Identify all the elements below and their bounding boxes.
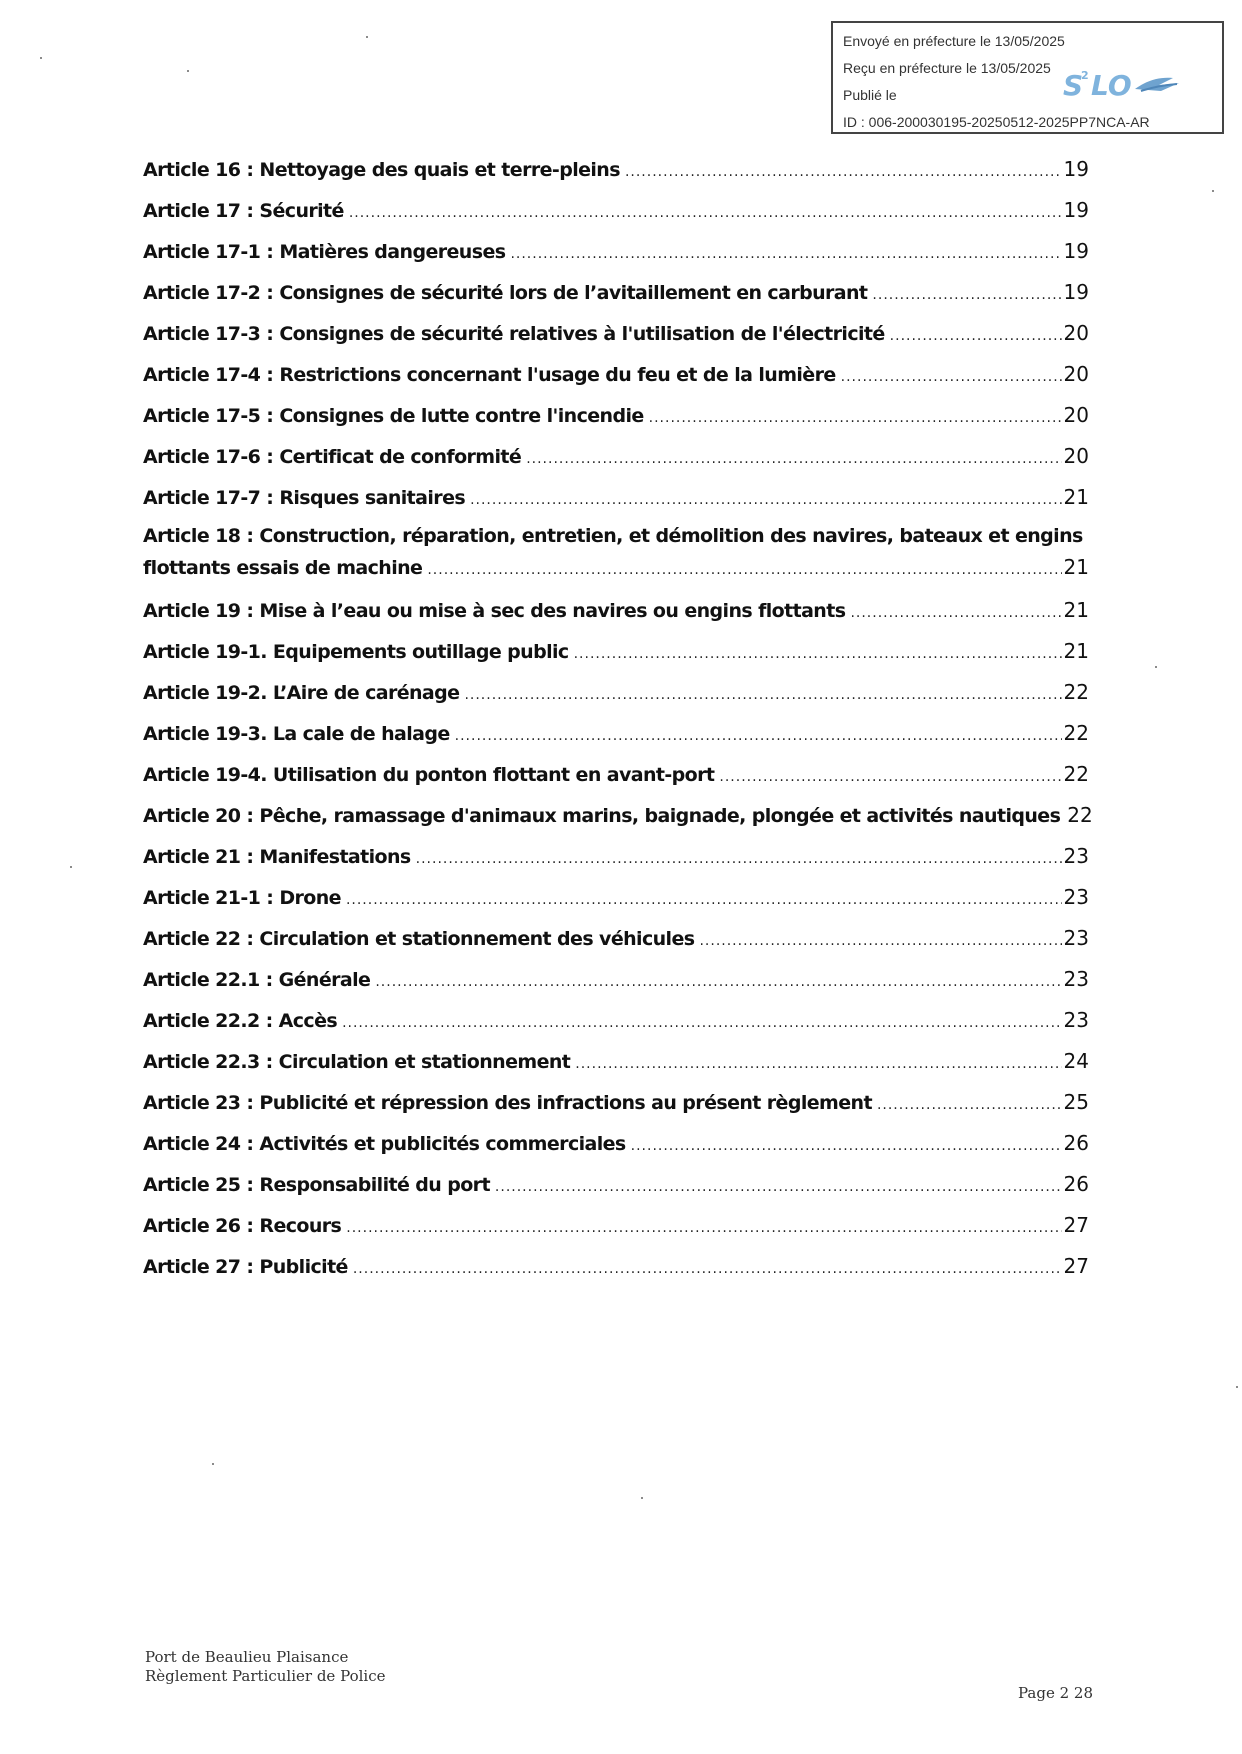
toc-entry[interactable]	[143, 631, 1089, 672]
toc-dot-leader	[850, 593, 1061, 634]
toc-entry-title: Article 17-2 : Consignes de sécurité lors de l’avitaillement en carburant	[143, 282, 868, 304]
scan-speck	[1212, 190, 1214, 192]
toc-entry-title: Article 19 : Mise à l’eau ou mise à sec des navires ou engins flottants	[143, 600, 846, 622]
toc-entry-title: Article 17-4 : Restrictions concernant l'usage du feu et de la lumière	[143, 364, 836, 386]
toc-entry[interactable]	[143, 672, 1089, 713]
toc-dot-leader	[353, 1249, 1062, 1290]
toc-entry-title: Article 21 : Manifestations	[143, 846, 411, 868]
toc-entry-title: Article 19-2. L’Aire de carénage	[143, 682, 460, 704]
stamp-received-date: Reçu en préfecture le 13/05/2025	[843, 60, 1051, 76]
toc-dot-leader	[574, 634, 1062, 675]
toc-entry[interactable]	[143, 1041, 1089, 1082]
toc-dot-leader	[346, 1208, 1061, 1249]
toc-entry[interactable]	[143, 1246, 1089, 1287]
toc-dot-leader	[495, 1167, 1062, 1208]
toc-page-number: 22	[1063, 721, 1089, 745]
toc-entry[interactable]	[143, 836, 1089, 877]
toc-dot-leader	[346, 880, 1062, 921]
toc-dot-leader	[877, 1085, 1062, 1126]
toc-entry[interactable]	[143, 918, 1089, 959]
toc-page-number: 21	[1063, 598, 1089, 622]
svg-text:LO: LO	[1091, 69, 1132, 102]
scan-speck	[1236, 1386, 1238, 1388]
toc-page-number: 20	[1063, 321, 1089, 345]
footer-port-name: Port de Beaulieu Plaisance	[145, 1648, 349, 1666]
toc-page-number: 24	[1063, 1049, 1089, 1073]
toc-dot-leader	[631, 1126, 1062, 1167]
toc-page-number: 25	[1063, 1090, 1089, 1114]
toc-dot-leader	[575, 1044, 1061, 1085]
toc-entry[interactable]	[143, 272, 1089, 313]
toc-page-number: 27	[1063, 1213, 1089, 1237]
scan-speck	[187, 70, 189, 72]
toc-entry[interactable]	[143, 149, 1089, 190]
toc-entry-title: Article 16 : Nettoyage des quais et terre-pleins	[143, 159, 620, 181]
scan-speck	[1155, 666, 1157, 668]
toc-entry-title: Article 17-5 : Consignes de lutte contre l'incendie	[143, 405, 644, 427]
toc-entry[interactable]	[143, 1205, 1089, 1246]
toc-entry-title: Article 19-4. Utilisation du ponton flottant en avant-port	[143, 764, 715, 786]
toc-entry-title: Article 19-3. La cale de halage	[143, 723, 450, 745]
toc-entry-title: Article 22.2 : Accès	[143, 1010, 338, 1032]
prefecture-stamp	[831, 21, 1224, 134]
toc-page-number: 21	[1063, 639, 1089, 663]
footer-document-name: Règlement Particulier de Police	[145, 1667, 386, 1685]
toc-page-number: 19	[1063, 198, 1089, 222]
toc-entry[interactable]	[143, 877, 1089, 918]
toc-page-number: 27	[1063, 1254, 1089, 1278]
toc-entry[interactable]	[143, 1000, 1089, 1041]
toc-dot-leader	[841, 357, 1062, 398]
s2lo-logo-icon	[1061, 65, 1201, 105]
svg-text:S: S	[1063, 69, 1084, 102]
scan-speck	[212, 1463, 214, 1465]
toc-entry-title: Article 20 : Pêche, ramassage d'animaux marins, baignade, plongée et activités nautiques	[143, 805, 1061, 827]
toc-dot-leader	[625, 152, 1062, 193]
toc-page-number: 23	[1063, 885, 1089, 909]
toc-entry[interactable]	[143, 518, 1089, 590]
toc-dot-leader	[455, 716, 1062, 757]
toc-entry[interactable]	[143, 231, 1089, 272]
toc-entry[interactable]	[143, 713, 1089, 754]
toc-page-number: 19	[1063, 280, 1089, 304]
toc-entry[interactable]	[143, 436, 1089, 477]
toc-dot-leader	[510, 234, 1061, 275]
scan-speck	[641, 1497, 643, 1499]
toc-dot-leader	[872, 275, 1061, 316]
toc-page-number: 23	[1063, 1008, 1089, 1032]
toc-page-number: 20	[1063, 362, 1089, 386]
toc-page-number: 23	[1063, 844, 1089, 868]
toc-entry-title: Article 25 : Responsabilité du port	[143, 1174, 490, 1196]
toc-page-number: 21	[1063, 485, 1089, 509]
table-of-contents	[143, 149, 1093, 1287]
toc-dot-leader	[890, 316, 1062, 357]
toc-entry[interactable]	[143, 477, 1089, 518]
toc-entry[interactable]	[143, 1082, 1089, 1123]
toc-entry[interactable]	[143, 395, 1089, 436]
page-number: Page 2 28	[1018, 1684, 1094, 1702]
toc-entry[interactable]	[143, 795, 1093, 836]
toc-page-number: 20	[1063, 444, 1089, 468]
toc-page-number: 26	[1063, 1131, 1089, 1155]
toc-dot-leader	[416, 839, 1062, 880]
toc-entry-title: Article 17 : Sécurité	[143, 200, 344, 222]
toc-dot-leader	[427, 555, 1061, 586]
toc-page-number: 21	[1063, 555, 1089, 579]
toc-dot-leader	[375, 962, 1061, 1003]
toc-entry-title: Article 18 : Construction, réparation, entretien, et démolition des navires, bateaux et engins	[143, 525, 1083, 547]
toc-page-number: 22	[1063, 680, 1089, 704]
toc-entry-title: Article 22.3 : Circulation et stationnement	[143, 1051, 571, 1073]
toc-dot-leader	[649, 398, 1062, 439]
stamp-published: Publié le	[843, 87, 897, 103]
toc-entry-title: Article 27 : Publicité	[143, 1256, 348, 1278]
toc-entry-title: Article 21-1 : Drone	[143, 887, 341, 909]
toc-entry-title: Article 22.1 : Générale	[143, 969, 371, 991]
toc-dot-leader	[464, 675, 1061, 716]
toc-entry[interactable]	[143, 313, 1089, 354]
toc-page-number: 22	[1063, 762, 1089, 786]
scan-speck	[366, 36, 368, 38]
toc-entry-title: Article 22 : Circulation et stationnement des véhicules	[143, 928, 695, 950]
toc-entry-title: Article 26 : Recours	[143, 1215, 342, 1237]
toc-page-number: 23	[1063, 926, 1089, 950]
toc-page-number: 26	[1063, 1172, 1089, 1196]
toc-entry[interactable]	[143, 1123, 1089, 1164]
stamp-id: ID : 006-200030195-20250512-2025PP7NCA-AR	[843, 114, 1150, 130]
toc-entry-title: Article 17-7 : Risques sanitaires	[143, 487, 466, 509]
toc-entry-title: Article 17-3 : Consignes de sécurité relatives à l'utilisation de l'électricité	[143, 323, 885, 345]
toc-dot-leader	[719, 757, 1061, 798]
toc-entry[interactable]	[143, 590, 1089, 631]
toc-dot-leader	[342, 1003, 1061, 1044]
toc-page-number: 19	[1063, 157, 1089, 181]
toc-entry[interactable]	[143, 959, 1089, 1000]
toc-entry-title: Article 17-6 : Certificat de conformité	[143, 446, 522, 468]
toc-entry[interactable]	[143, 190, 1089, 231]
toc-entry[interactable]	[143, 1164, 1089, 1205]
svg-text:2: 2	[1081, 69, 1089, 82]
toc-dot-leader	[526, 439, 1061, 480]
toc-entry-title: Article 24 : Activités et publicités commerciales	[143, 1133, 626, 1155]
stamp-sent-date: Envoyé en préfecture le 13/05/2025	[843, 33, 1065, 49]
toc-entry[interactable]	[143, 754, 1089, 795]
footer	[145, 1648, 385, 1686]
toc-page-number: 22	[1067, 803, 1093, 827]
toc-page-number: 23	[1063, 967, 1089, 991]
toc-dot-leader	[470, 480, 1061, 521]
toc-entry-title-continued: flottants essais de machine	[143, 557, 423, 579]
toc-entry-title: Article 23 : Publicité et répression des infractions au présent règlement	[143, 1092, 872, 1114]
toc-entry-title: Article 17-1 : Matières dangereuses	[143, 241, 506, 263]
toc-page-number: 20	[1063, 403, 1089, 427]
toc-page-number: 19	[1063, 239, 1089, 263]
toc-dot-leader	[699, 921, 1061, 962]
toc-dot-leader	[349, 193, 1062, 234]
toc-entry-title: Article 19-1. Equipements outillage public	[143, 641, 569, 663]
scan-speck	[70, 866, 72, 868]
scan-speck	[40, 57, 42, 59]
toc-entry[interactable]	[143, 354, 1089, 395]
